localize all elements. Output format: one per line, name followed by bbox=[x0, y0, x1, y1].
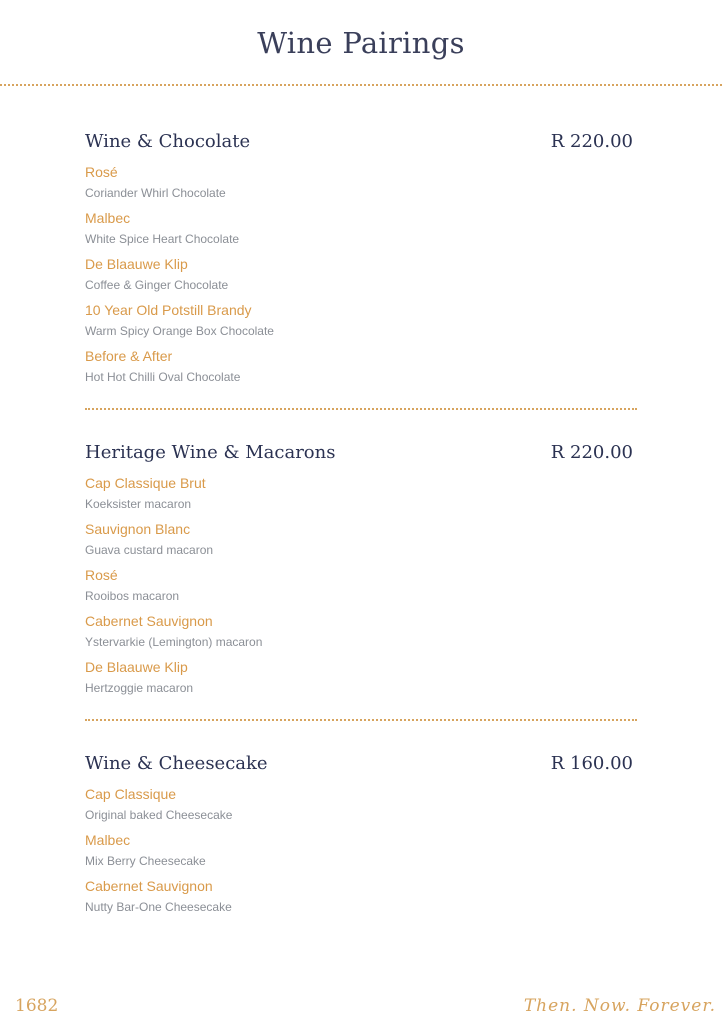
pairing-description: Warm Spicy Orange Box Chocolate bbox=[85, 324, 274, 338]
pairing-description: Mix Berry Cheesecake bbox=[85, 854, 206, 868]
pairing-item bbox=[85, 831, 633, 877]
pairing-description: Ystervarkie (Lemington) macaron bbox=[85, 635, 263, 649]
section-title: Wine & Chocolate bbox=[85, 131, 251, 152]
wine-name: Cap Classique bbox=[85, 786, 177, 802]
wine-name: Before & After bbox=[85, 348, 173, 364]
wine-name: Malbec bbox=[85, 832, 131, 848]
wine-name: De Blaauwe Klip bbox=[85, 256, 188, 272]
pairing-description: Coffee & Ginger Chocolate bbox=[85, 278, 229, 292]
section-price: R 160.00 bbox=[550, 753, 633, 774]
wine-name: Cabernet Sauvignon bbox=[85, 878, 213, 894]
section-header bbox=[85, 442, 633, 468]
pairing-item bbox=[85, 209, 633, 255]
section-header bbox=[85, 131, 633, 157]
pairing-item bbox=[85, 301, 633, 347]
section-heritage-wine-macarons bbox=[85, 442, 633, 704]
wine-name: Rosé bbox=[85, 164, 118, 180]
wine-name: 10 Year Old Potstill Brandy bbox=[85, 302, 252, 318]
wine-name: Rosé bbox=[85, 567, 118, 583]
wine-name: Cap Classique Brut bbox=[85, 475, 206, 491]
pairing-description: Rooibos macaron bbox=[85, 589, 180, 603]
section-header bbox=[85, 753, 633, 779]
wine-name: Cabernet Sauvignon bbox=[85, 613, 213, 629]
section-divider bbox=[85, 719, 637, 721]
page-title: Wine Pairings bbox=[257, 26, 465, 60]
pairing-description: Nutty Bar-One Cheesecake bbox=[85, 900, 232, 914]
section-title: Wine & Cheesecake bbox=[85, 753, 268, 774]
pairing-item bbox=[85, 658, 633, 704]
pairing-description: Koeksister macaron bbox=[85, 497, 192, 511]
section-wine-cheesecake bbox=[85, 753, 633, 923]
section-price: R 220.00 bbox=[550, 442, 633, 463]
pairing-description: Hertzoggie macaron bbox=[85, 681, 194, 695]
section-title: Heritage Wine & Macarons bbox=[85, 442, 336, 463]
pairing-item bbox=[85, 566, 633, 612]
tagline: Then. Now. Forever. bbox=[523, 996, 716, 1016]
top-divider bbox=[0, 84, 722, 86]
wine-name: De Blaauwe Klip bbox=[85, 659, 188, 675]
pairing-description: Guava custard macaron bbox=[85, 543, 214, 557]
pairing-item bbox=[85, 785, 633, 831]
pairing-item bbox=[85, 520, 633, 566]
pairing-item bbox=[85, 163, 633, 209]
pairing-description: Coriander Whirl Chocolate bbox=[85, 186, 226, 200]
pairing-item bbox=[85, 347, 633, 393]
pairing-item bbox=[85, 877, 633, 923]
pairing-item bbox=[85, 474, 633, 520]
page-number: 1682 bbox=[15, 996, 59, 1016]
wine-name: Malbec bbox=[85, 210, 131, 226]
section-divider bbox=[85, 408, 637, 410]
pairing-item bbox=[85, 255, 633, 301]
pairing-description: Hot Hot Chilli Oval Chocolate bbox=[85, 370, 241, 384]
pairing-description: Original baked Cheesecake bbox=[85, 808, 233, 822]
wine-name: Sauvignon Blanc bbox=[85, 521, 191, 537]
section-price: R 220.00 bbox=[550, 131, 633, 152]
pairing-description: White Spice Heart Chocolate bbox=[85, 232, 240, 246]
section-wine-chocolate bbox=[85, 131, 633, 393]
pairing-item bbox=[85, 612, 633, 658]
